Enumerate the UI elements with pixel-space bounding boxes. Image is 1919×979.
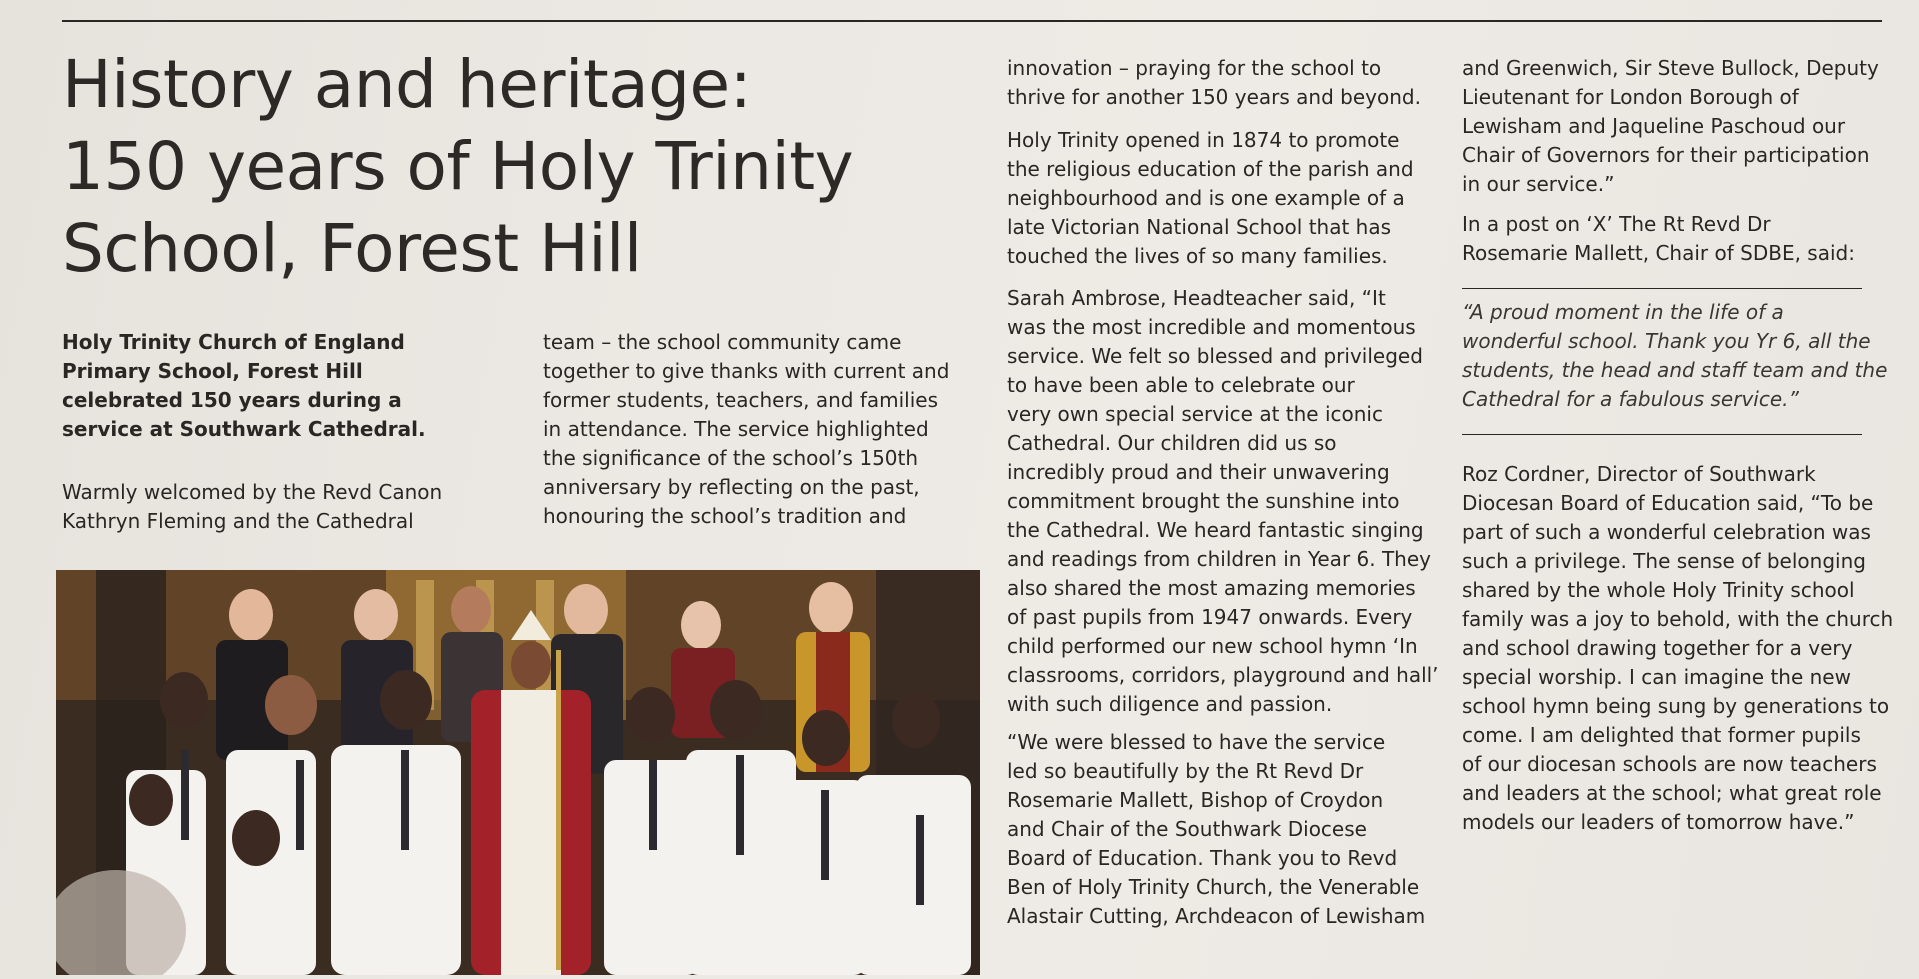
text-line: Roz Cordner, Director of Southwark xyxy=(1462,462,1816,486)
text-line: In a post on ‘X’ The Rt Revd Dr xyxy=(1462,212,1771,236)
text-line: neighbourhood and is one example of a xyxy=(1007,186,1405,210)
text-line: and leaders at the school; what great role xyxy=(1462,781,1882,805)
column-4-closing-paragraph xyxy=(1462,460,1893,837)
text-line: innovation – praying for the school to xyxy=(1007,56,1382,80)
headline-line: 150 years of Holy Trinity xyxy=(62,128,854,205)
text-line: led so beautifully by the Rt Revd Dr xyxy=(1007,759,1364,783)
text-line: and school drawing together for a very xyxy=(1462,636,1853,660)
text-line: Lieutenant for London Borough of xyxy=(1462,85,1799,109)
column-2-paragraph xyxy=(543,328,949,531)
text-line: Chair of Governors for their participation xyxy=(1462,143,1870,167)
text-line: Diocesan Board of Education said, “To be xyxy=(1462,491,1874,515)
text-line: “We were blessed to have the service xyxy=(1007,730,1386,754)
text-line: such a privilege. The sense of belonging xyxy=(1462,549,1866,573)
text-line: Rosemarie Mallett, Chair of SDBE, said: xyxy=(1462,241,1855,265)
text-line: and Chair of the Southwark Diocese xyxy=(1007,817,1367,841)
text-line: in our service.” xyxy=(1462,172,1615,196)
text-line: late Victorian National School that has xyxy=(1007,215,1392,239)
text-line: touched the lives of so many families. xyxy=(1007,244,1388,268)
text-line: the religious education of the parish and xyxy=(1007,157,1414,181)
text-line: and Greenwich, Sir Steve Bullock, Deputy xyxy=(1462,56,1879,80)
text-line: shared by the whole Holy Trinity school xyxy=(1462,578,1855,602)
text-line: special worship. I can imagine the new xyxy=(1462,665,1851,689)
headline-line: School, Forest Hill xyxy=(62,210,642,287)
text-line: with such diligence and passion. xyxy=(1007,692,1333,716)
column-3-paragraph-4 xyxy=(1007,728,1425,931)
group-photo xyxy=(56,570,980,975)
text-line: come. I am delighted that former pupils xyxy=(1462,723,1861,747)
text-line: and readings from children in Year 6. They xyxy=(1007,547,1431,571)
text-line: Primary School, Forest Hill xyxy=(62,359,363,383)
text-line: Rosemarie Mallett, Bishop of Croydon xyxy=(1007,788,1384,812)
text-line: the significance of the school’s 150th xyxy=(543,446,919,470)
text-line: together to give thanks with current and xyxy=(543,359,950,383)
text-line: Holy Trinity opened in 1874 to promote xyxy=(1007,128,1400,152)
pull-quote xyxy=(1462,298,1887,414)
text-line: Alastair Cutting, Archdeacon of Lewisham xyxy=(1007,904,1426,928)
column-3-paragraph-3 xyxy=(1007,284,1439,719)
text-line: child performed our new school hymn ‘In xyxy=(1007,634,1418,658)
text-line: service at Southwark Cathedral. xyxy=(62,417,426,441)
text-line: Sarah Ambrose, Headteacher said, “It xyxy=(1007,286,1386,310)
pull-quote-bottom-rule xyxy=(1462,434,1862,435)
text-line: Warmly welcomed by the Revd Canon xyxy=(62,480,443,504)
text-line: incredibly proud and their unwavering xyxy=(1007,460,1390,484)
text-line: Board of Education. Thank you to Revd xyxy=(1007,846,1398,870)
pull-quote-top-rule xyxy=(1462,288,1862,289)
text-line: Kathryn Fleming and the Cathedral xyxy=(62,509,414,533)
text-line: in attendance. The service highlighted xyxy=(543,417,929,441)
text-line: former students, teachers, and families xyxy=(543,388,938,412)
text-line: wonderful school. Thank you Yr 6, all the xyxy=(1462,329,1871,353)
column-3-paragraph-2 xyxy=(1007,126,1414,271)
text-line: was the most incredible and momentous xyxy=(1007,315,1416,339)
text-line: part of such a wonderful celebration was xyxy=(1462,520,1871,544)
text-line: commitment brought the sunshine into xyxy=(1007,489,1400,513)
text-line: classrooms, corridors, playground and hall’ xyxy=(1007,663,1439,687)
text-line: celebrated 150 years during a xyxy=(62,388,402,412)
text-line: the Cathedral. We heard fantastic singing xyxy=(1007,518,1424,542)
text-line: honouring the school’s tradition and xyxy=(543,504,907,528)
text-line: Cathedral for a fabulous service.” xyxy=(1462,387,1799,411)
text-line: “A proud moment in the life of a xyxy=(1462,300,1784,324)
text-line: to have been able to celebrate our xyxy=(1007,373,1355,397)
group-photo-illustration xyxy=(56,570,980,975)
text-line: Lewisham and Jaqueline Paschoud our xyxy=(1462,114,1846,138)
text-line: family was a joy to behold, with the church xyxy=(1462,607,1894,631)
text-line: Ben of Holy Trinity Church, the Venerable xyxy=(1007,875,1420,899)
headline-line: History and heritage: xyxy=(62,46,752,123)
column-4-paragraph-1 xyxy=(1462,54,1879,199)
text-line: Cathedral. Our children did us so xyxy=(1007,431,1337,455)
intro-paragraph xyxy=(62,328,426,444)
top-rule xyxy=(62,20,1882,22)
column-4-paragraph-2 xyxy=(1462,210,1855,268)
text-line: thrive for another 150 years and beyond. xyxy=(1007,85,1421,109)
text-line: models our leaders of tomorrow have.” xyxy=(1462,810,1855,834)
text-line: of our diocesan schools are now teachers xyxy=(1462,752,1877,776)
column-1-paragraph xyxy=(62,478,442,536)
text-line: anniversary by reflecting on the past, xyxy=(543,475,920,499)
text-line: service. We felt so blessed and privileged xyxy=(1007,344,1423,368)
text-line: very own special service at the iconic xyxy=(1007,402,1383,426)
text-line: school hymn being sung by generations to xyxy=(1462,694,1890,718)
text-line: Holy Trinity Church of England xyxy=(62,330,405,354)
text-line: also shared the most amazing memories xyxy=(1007,576,1416,600)
text-line: of past pupils from 1947 onwards. Every xyxy=(1007,605,1413,629)
column-3-paragraph-1 xyxy=(1007,54,1421,112)
text-line: team – the school community came xyxy=(543,330,902,354)
headline xyxy=(62,44,962,290)
text-line: students, the head and staff team and the xyxy=(1462,358,1888,382)
